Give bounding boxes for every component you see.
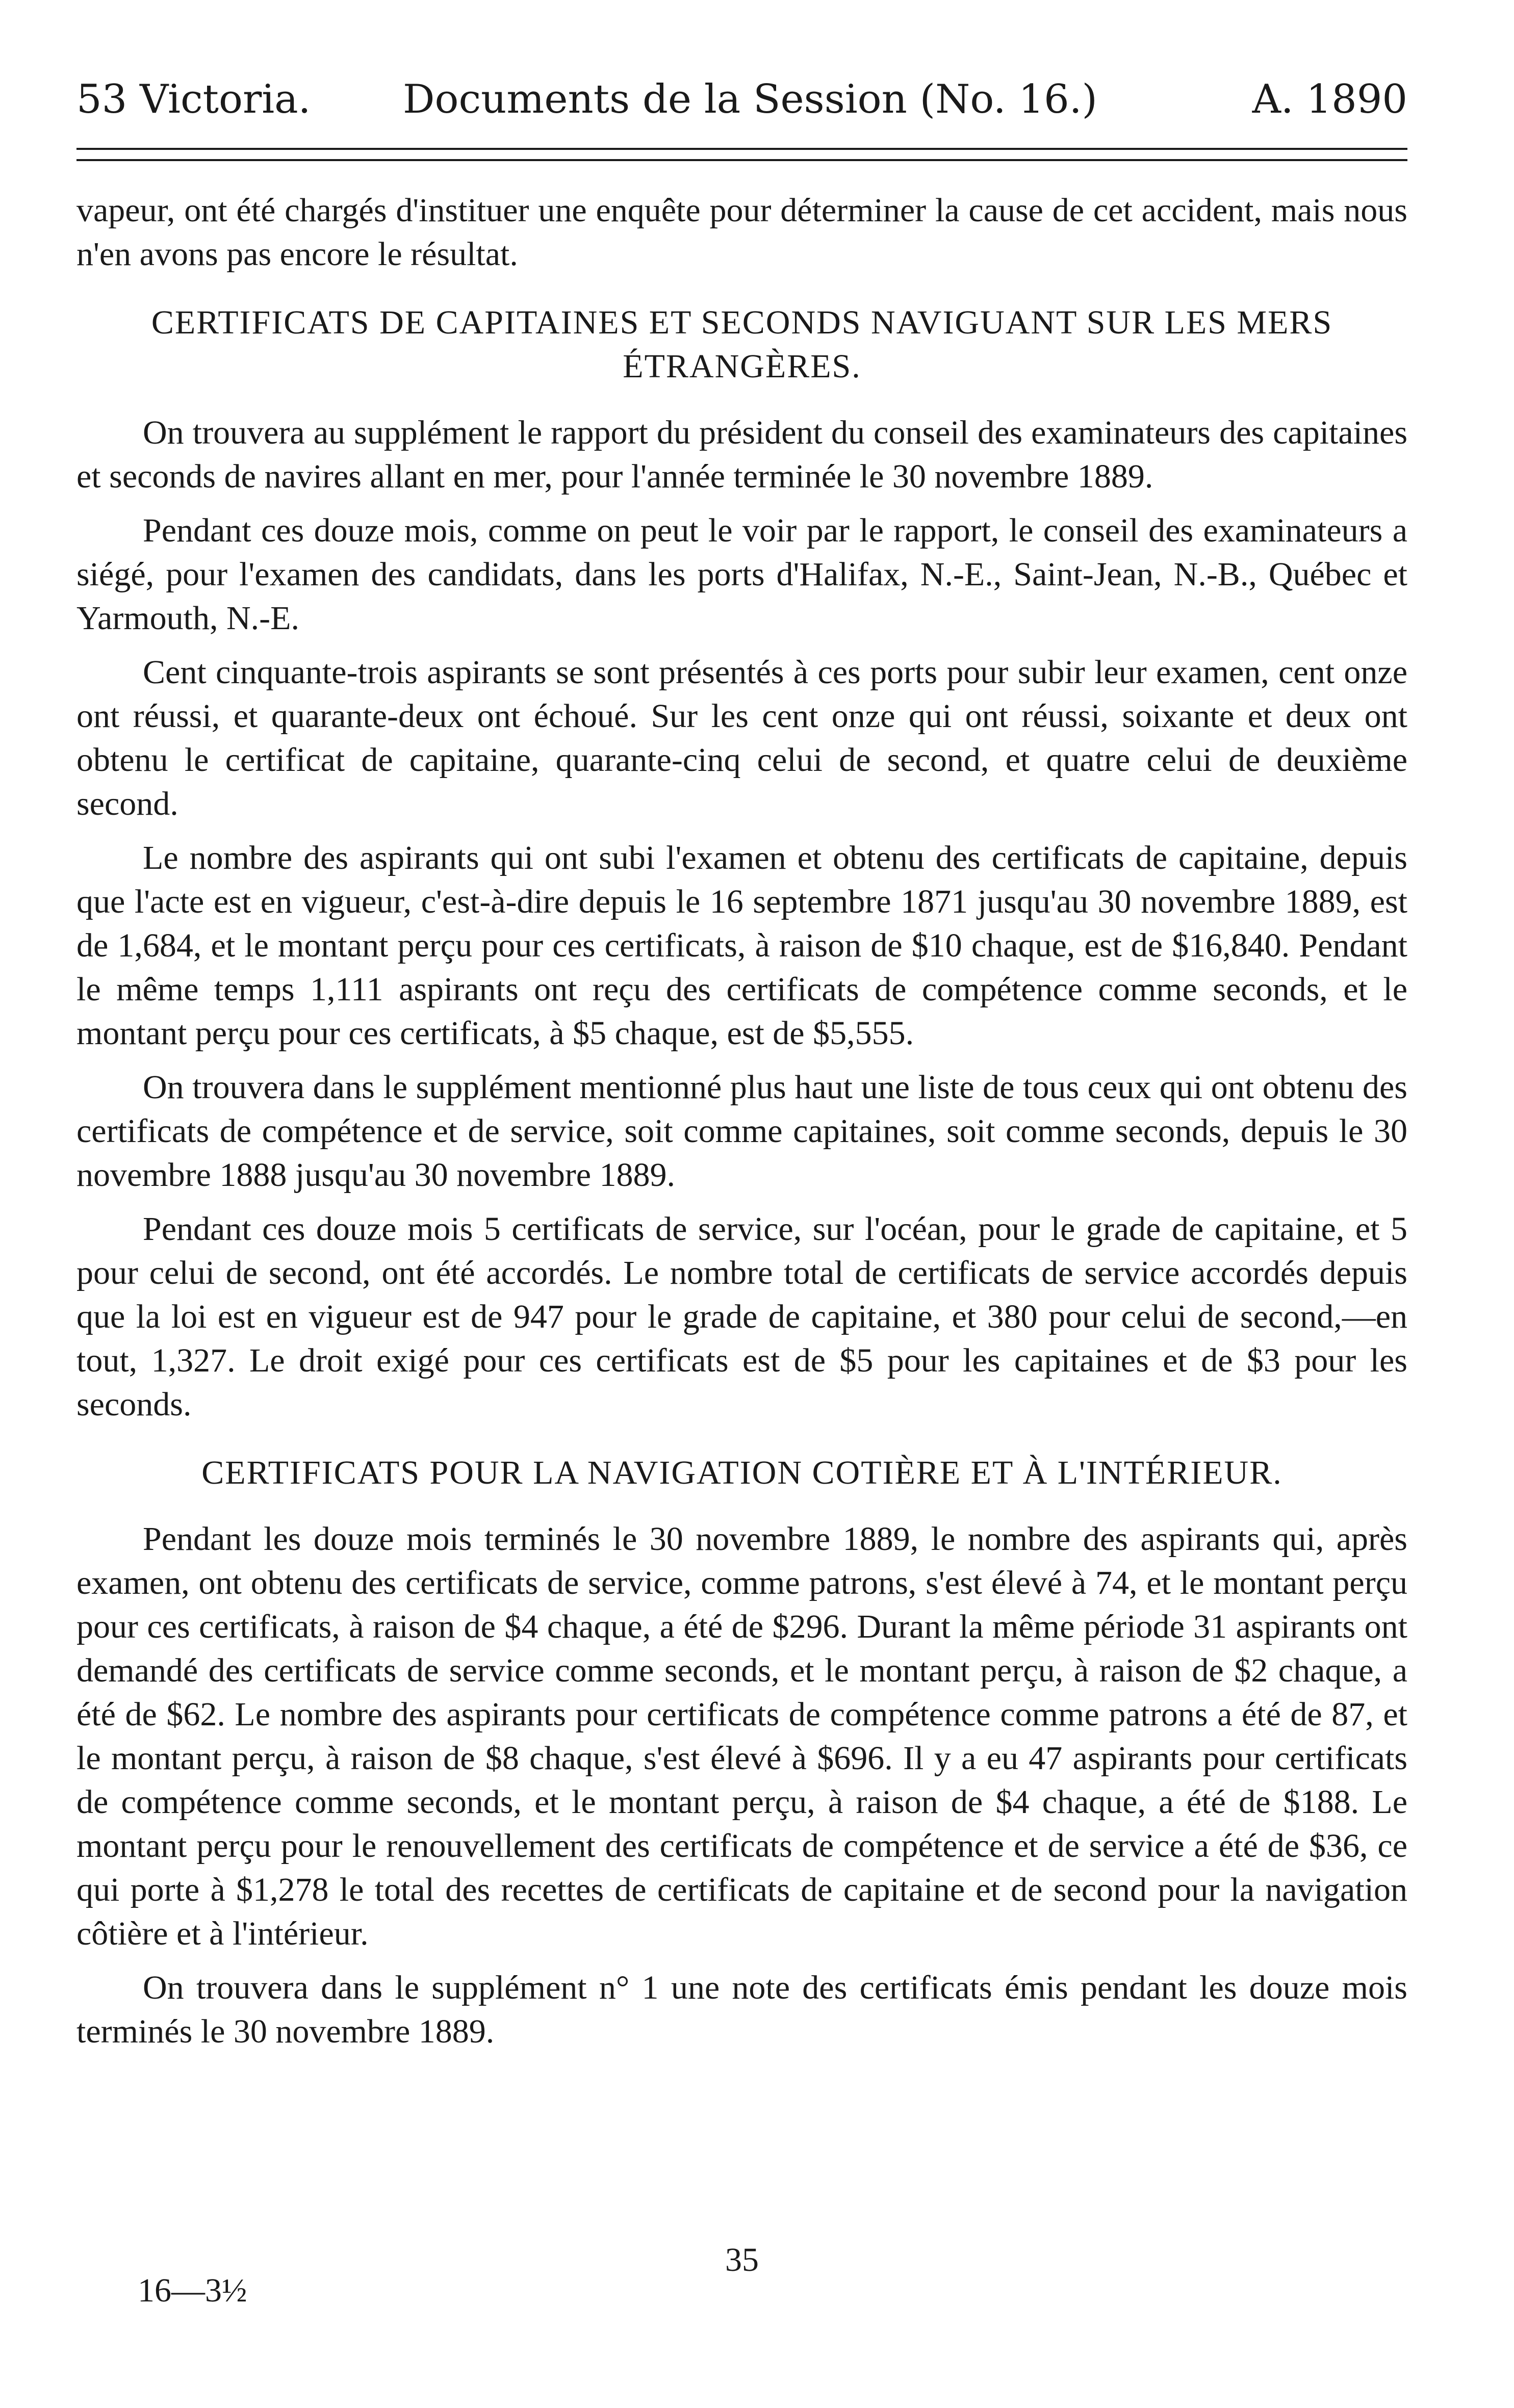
paragraph: On trouvera au supplément le rapport du président du conseil des examinateurs des capitaines et seconds de navires allant en mer, pour l'année terminée le 30 novembre 1889.: [76, 414, 1407, 495]
paragraph: On trouvera dans le supplément n° 1 une note des certificats émis pendant les douze mois terminés le 30 novembre 1889.: [76, 1969, 1407, 2050]
header-rule-bottom: [76, 159, 1407, 161]
page-number: 35: [725, 2241, 759, 2278]
header-title: Documents de la Session (No. 16.): [403, 76, 1097, 122]
section-heading-coastal-navigation: CERTIFICATS POUR LA NAVIGATION COTIÈRE ET À L'INTÉRIEUR.: [201, 1454, 1282, 1491]
paragraph: Pendant ces douze mois, comme on peut le voir par le rapport, le conseil des examinateurs a siégé, pour l'examen des candidats, dans les ports d'Halifax, N.-E., Saint-Jean, N.-B., Québec et Yarmouth, N.-E.: [76, 512, 1407, 637]
paragraph-continued: vapeur, ont été chargés d'instituer une enquête pour déterminer la cause de cet accident, mais nous n'en avons pas encore le résultat.: [76, 192, 1407, 273]
paragraph: Pendant ces douze mois 5 certificats de service, sur l'océan, pour le grade de capitaine, et 5 pour celui de second, ont été accordés. Le nombre total de certificats de service accordés depuis que la loi est en vigueur est de 947 pour le grade de capitaine, et 380 pour celui de second,—en tout, 1,327. Le droit exigé pour ces certificats est de $5 pour les capitaines et de $3 pour les seconds.: [76, 1210, 1407, 1423]
paragraph: Cent cinquante-trois aspirants se sont présentés à ces ports pour subir leur examen, cent onze ont réussi, et quarante-deux ont échoué. Sur les cent onze qui ont réussi, soixante et deux ont obtenu le certificat de capitaine, quarante-cinq celui de second, et quatre celui de deuxième second.: [76, 654, 1407, 822]
paragraph: Pendant les douze mois terminés le 30 novembre 1889, le nombre des aspirants qui, après examen, ont obtenu des certificats de service, comme patrons, s'est élevé à 74, et le montant perçu pour ces certificats, à raison de $4 chaque, a été de $296. Durant la même période 31 aspirants ont demandé des certificats de service comme seconds, et le montant perçu, à raison de $2 chaque, a été de $62. Le nombre des aspirants pour certificats de compétence comme patrons a été de 87, et le montant perçu, à raison de $8 chaque, s'est élevé à $696. Il y a eu 47 aspirants pour certificats de compétence comme seconds, et le montant perçu, à raison de $4 chaque, a été de $188. Le montant perçu pour le renouvellement des certificats de compétence et de service a été de $36, ce qui porte à $1,278 le total des recettes de certificats de capitaine et de second pour la navigation côtière et à l'intérieur.: [76, 1520, 1407, 1952]
header-year: A. 1890: [1252, 76, 1407, 122]
document-page: [76, 0, 1407, 2408]
paragraph: Le nombre des aspirants qui ont subi l'examen et obtenu des certificats de capitaine, depuis que l'acte est en vigueur, c'est-à-dire depuis le 16 septembre 1871 jusqu'au 30 novembre 1889, est de 1,684, et le montant perçu pour ces certificats, à raison de $10 chaque, est de $16,840. Pendant le même temps 1,111 aspirants ont reçu des certificats de compétence comme seconds, et le montant perçu pour ces certificats, à $5 chaque, est de $5,555.: [76, 839, 1407, 1052]
running-head: [76, 71, 1407, 127]
printer-signature: 16—3½: [138, 2272, 247, 2309]
header-rule-top: [76, 148, 1407, 150]
body-text: [76, 189, 1407, 2064]
section-heading-foreign-seas: CERTIFICATS DE CAPITAINES ET SECONDS NAVIGUANT SUR LES MERS ÉTRANGÈRES.: [151, 304, 1333, 385]
header-volume: 53 Victoria.: [76, 76, 311, 122]
paragraph: On trouvera dans le supplément mentionné plus haut une liste de tous ceux qui ont obtenu des certificats de compétence et de service, soit comme capitaines, soit comme seconds, depuis le 30 novembre 1888 jusqu'au 30 novembre 1889.: [76, 1069, 1407, 1194]
